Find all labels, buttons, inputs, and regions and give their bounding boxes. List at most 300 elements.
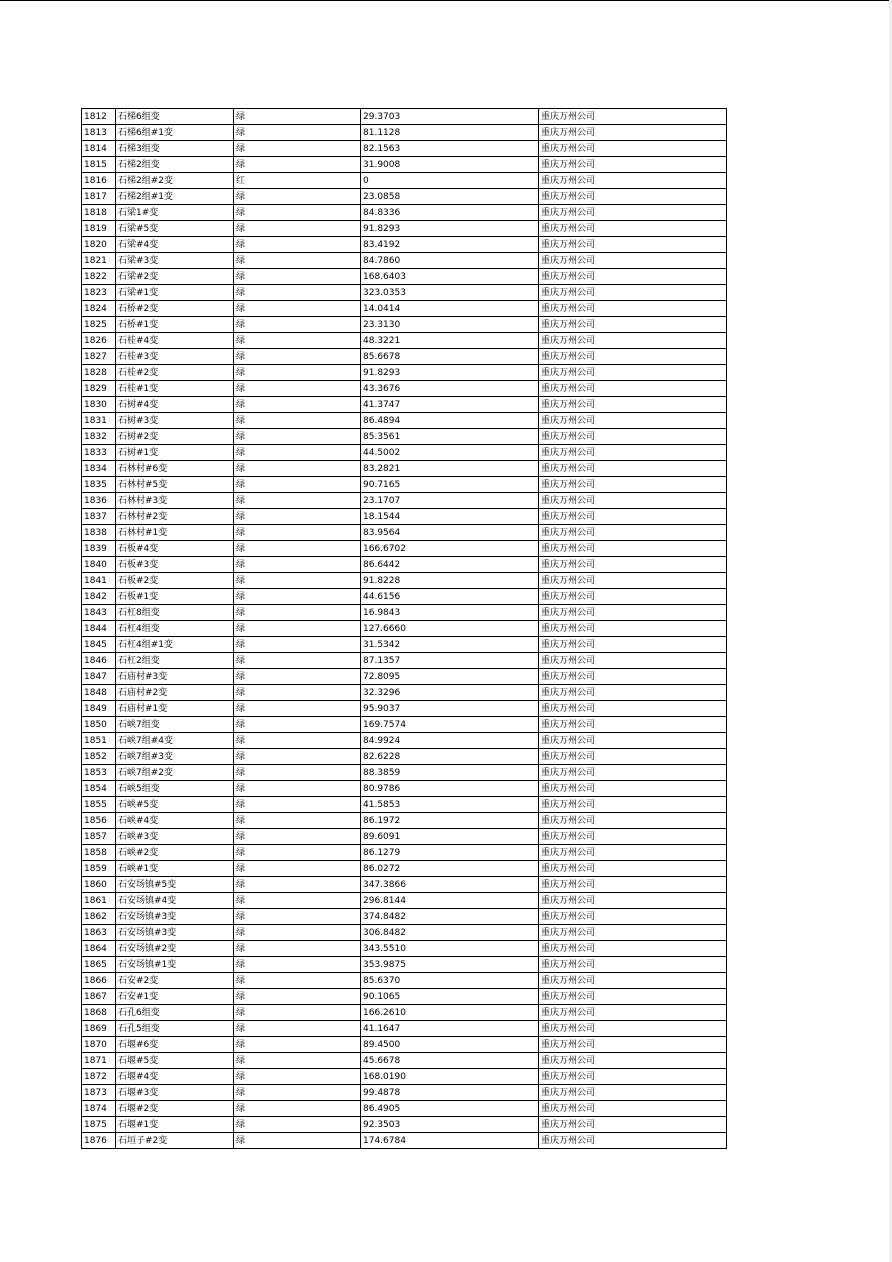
transformer-name-cell: 石庙村#1变 xyxy=(116,701,234,717)
table-row xyxy=(82,1085,727,1101)
company-cell: 重庆万州公司 xyxy=(539,109,727,125)
status-color-cell: 绿 xyxy=(234,205,361,221)
transformer-name-cell: 石峡#2变 xyxy=(116,845,234,861)
table-row xyxy=(82,1021,727,1037)
row-number-cell: 1852 xyxy=(82,749,116,765)
value-cell: 166.2610 xyxy=(361,1005,539,1021)
table-row xyxy=(82,509,727,525)
transformer-name-cell: 石杠4组变 xyxy=(116,621,234,637)
value-cell: 168.0190 xyxy=(361,1069,539,1085)
status-color-cell: 绿 xyxy=(234,1101,361,1117)
value-cell: 84.7860 xyxy=(361,253,539,269)
table-row xyxy=(82,493,727,509)
row-number-cell: 1820 xyxy=(82,237,116,253)
value-cell: 23.3130 xyxy=(361,317,539,333)
transformer-name-cell: 石梯2组变 xyxy=(116,157,234,173)
transformer-name-cell: 石板#1变 xyxy=(116,589,234,605)
status-color-cell: 绿 xyxy=(234,973,361,989)
transformer-status-table xyxy=(81,108,727,1149)
row-number-cell: 1858 xyxy=(82,845,116,861)
company-cell: 重庆万州公司 xyxy=(539,1005,727,1021)
table-row xyxy=(82,749,727,765)
company-cell: 重庆万州公司 xyxy=(539,925,727,941)
transformer-name-cell: 石峡7组#3变 xyxy=(116,749,234,765)
value-cell: 84.8336 xyxy=(361,205,539,221)
value-cell: 91.8293 xyxy=(361,221,539,237)
status-color-cell: 绿 xyxy=(234,509,361,525)
status-color-cell: 绿 xyxy=(234,269,361,285)
transformer-name-cell: 石梯2组#2变 xyxy=(116,173,234,189)
row-number-cell: 1825 xyxy=(82,317,116,333)
row-number-cell: 1823 xyxy=(82,285,116,301)
row-number-cell: 1828 xyxy=(82,365,116,381)
company-cell: 重庆万州公司 xyxy=(539,285,727,301)
company-cell: 重庆万州公司 xyxy=(539,701,727,717)
company-cell: 重庆万州公司 xyxy=(539,557,727,573)
status-color-cell: 绿 xyxy=(234,477,361,493)
company-cell: 重庆万州公司 xyxy=(539,781,727,797)
transformer-name-cell: 石梁1#变 xyxy=(116,205,234,221)
status-color-cell: 绿 xyxy=(234,429,361,445)
status-color-cell: 绿 xyxy=(234,493,361,509)
transformer-name-cell: 石峡#1变 xyxy=(116,861,234,877)
transformer-name-cell: 石峡7组#4变 xyxy=(116,733,234,749)
value-cell: 41.5853 xyxy=(361,797,539,813)
table-row xyxy=(82,525,727,541)
transformer-name-cell: 石板#3变 xyxy=(116,557,234,573)
company-cell: 重庆万州公司 xyxy=(539,989,727,1005)
status-color-cell: 绿 xyxy=(234,109,361,125)
value-cell: 91.8228 xyxy=(361,573,539,589)
transformer-name-cell: 石梁#4变 xyxy=(116,237,234,253)
value-cell: 306.8482 xyxy=(361,925,539,941)
transformer-name-cell: 石桂#2变 xyxy=(116,365,234,381)
transformer-name-cell: 石峡7组变 xyxy=(116,717,234,733)
table-row xyxy=(82,765,727,781)
table-row xyxy=(82,285,727,301)
row-number-cell: 1844 xyxy=(82,621,116,637)
transformer-name-cell: 石堰#2变 xyxy=(116,1101,234,1117)
value-cell: 86.6442 xyxy=(361,557,539,573)
table-row xyxy=(82,909,727,925)
table-row xyxy=(82,605,727,621)
company-cell: 重庆万州公司 xyxy=(539,1069,727,1085)
value-cell: 85.6370 xyxy=(361,973,539,989)
row-number-cell: 1841 xyxy=(82,573,116,589)
table-row xyxy=(82,141,727,157)
status-color-cell: 绿 xyxy=(234,253,361,269)
transformer-name-cell: 石安#1变 xyxy=(116,989,234,1005)
table-row xyxy=(82,893,727,909)
status-color-cell: 绿 xyxy=(234,1005,361,1021)
transformer-name-cell: 石杠2组变 xyxy=(116,653,234,669)
row-number-cell: 1817 xyxy=(82,189,116,205)
status-color-cell: 绿 xyxy=(234,733,361,749)
value-cell: 169.7574 xyxy=(361,717,539,733)
transformer-name-cell: 石堰#6变 xyxy=(116,1037,234,1053)
row-number-cell: 1849 xyxy=(82,701,116,717)
status-color-cell: 绿 xyxy=(234,989,361,1005)
row-number-cell: 1814 xyxy=(82,141,116,157)
row-number-cell: 1813 xyxy=(82,125,116,141)
company-cell: 重庆万州公司 xyxy=(539,733,727,749)
table-row xyxy=(82,989,727,1005)
company-cell: 重庆万州公司 xyxy=(539,621,727,637)
company-cell: 重庆万州公司 xyxy=(539,333,727,349)
value-cell: 86.4905 xyxy=(361,1101,539,1117)
row-number-cell: 1874 xyxy=(82,1101,116,1117)
value-cell: 90.7165 xyxy=(361,477,539,493)
transformer-name-cell: 石孔6组变 xyxy=(116,1005,234,1021)
status-color-cell: 绿 xyxy=(234,1053,361,1069)
status-color-cell: 绿 xyxy=(234,573,361,589)
company-cell: 重庆万州公司 xyxy=(539,1021,727,1037)
value-cell: 168.6403 xyxy=(361,269,539,285)
status-color-cell: 绿 xyxy=(234,909,361,925)
value-cell: 0 xyxy=(361,173,539,189)
transformer-name-cell: 石板#4变 xyxy=(116,541,234,557)
table-row xyxy=(82,109,727,125)
value-cell: 353.9875 xyxy=(361,957,539,973)
status-color-cell: 绿 xyxy=(234,237,361,253)
transformer-name-cell: 石杠8组变 xyxy=(116,605,234,621)
value-cell: 72.8095 xyxy=(361,669,539,685)
transformer-name-cell: 石堰#1变 xyxy=(116,1117,234,1133)
row-number-cell: 1860 xyxy=(82,877,116,893)
table-row xyxy=(82,1053,727,1069)
table-row xyxy=(82,445,727,461)
company-cell: 重庆万州公司 xyxy=(539,589,727,605)
status-color-cell: 绿 xyxy=(234,317,361,333)
status-color-cell: 绿 xyxy=(234,557,361,573)
transformer-name-cell: 石梁#2变 xyxy=(116,269,234,285)
table-row xyxy=(82,733,727,749)
table-row xyxy=(82,829,727,845)
transformer-name-cell: 石林村#5变 xyxy=(116,477,234,493)
transformer-name-cell: 石桂#1变 xyxy=(116,381,234,397)
status-color-cell: 绿 xyxy=(234,1133,361,1149)
status-color-cell: 绿 xyxy=(234,541,361,557)
row-number-cell: 1873 xyxy=(82,1085,116,1101)
table-row xyxy=(82,333,727,349)
transformer-name-cell: 石垣子#2变 xyxy=(116,1133,234,1149)
transformer-name-cell: 石峡5组变 xyxy=(116,781,234,797)
value-cell: 127.6660 xyxy=(361,621,539,637)
company-cell: 重庆万州公司 xyxy=(539,157,727,173)
value-cell: 86.1279 xyxy=(361,845,539,861)
table-row xyxy=(82,797,727,813)
value-cell: 83.9564 xyxy=(361,525,539,541)
row-number-cell: 1842 xyxy=(82,589,116,605)
company-cell: 重庆万州公司 xyxy=(539,877,727,893)
table-row xyxy=(82,685,727,701)
table-row xyxy=(82,1037,727,1053)
status-color-cell: 绿 xyxy=(234,669,361,685)
value-cell: 18.1544 xyxy=(361,509,539,525)
table-row xyxy=(82,557,727,573)
transformer-name-cell: 石梁#1变 xyxy=(116,285,234,301)
company-cell: 重庆万州公司 xyxy=(539,205,727,221)
value-cell: 95.9037 xyxy=(361,701,539,717)
company-cell: 重庆万州公司 xyxy=(539,1085,727,1101)
table-row xyxy=(82,621,727,637)
table-row xyxy=(82,669,727,685)
company-cell: 重庆万州公司 xyxy=(539,957,727,973)
company-cell: 重庆万州公司 xyxy=(539,349,727,365)
row-number-cell: 1816 xyxy=(82,173,116,189)
row-number-cell: 1831 xyxy=(82,413,116,429)
row-number-cell: 1875 xyxy=(82,1117,116,1133)
value-cell: 83.4192 xyxy=(361,237,539,253)
value-cell: 86.1972 xyxy=(361,813,539,829)
table-row xyxy=(82,589,727,605)
status-color-cell: 绿 xyxy=(234,461,361,477)
value-cell: 44.6156 xyxy=(361,589,539,605)
transformer-name-cell: 石桥#2变 xyxy=(116,301,234,317)
status-color-cell: 绿 xyxy=(234,717,361,733)
row-number-cell: 1848 xyxy=(82,685,116,701)
row-number-cell: 1869 xyxy=(82,1021,116,1037)
value-cell: 92.3503 xyxy=(361,1117,539,1133)
status-color-cell: 绿 xyxy=(234,365,361,381)
table-row xyxy=(82,237,727,253)
value-cell: 89.6091 xyxy=(361,829,539,845)
company-cell: 重庆万州公司 xyxy=(539,317,727,333)
value-cell: 41.3747 xyxy=(361,397,539,413)
company-cell: 重庆万州公司 xyxy=(539,653,727,669)
table-row xyxy=(82,1069,727,1085)
transformer-name-cell: 石树#4变 xyxy=(116,397,234,413)
transformer-name-cell: 石安场镇#4变 xyxy=(116,893,234,909)
table-row xyxy=(82,1101,727,1117)
value-cell: 343.5510 xyxy=(361,941,539,957)
company-cell: 重庆万州公司 xyxy=(539,445,727,461)
transformer-name-cell: 石桂#4变 xyxy=(116,333,234,349)
transformer-name-cell: 石林村#2变 xyxy=(116,509,234,525)
row-number-cell: 1815 xyxy=(82,157,116,173)
value-cell: 85.3561 xyxy=(361,429,539,445)
transformer-name-cell: 石林村#3变 xyxy=(116,493,234,509)
table-row xyxy=(82,157,727,173)
status-color-cell: 绿 xyxy=(234,189,361,205)
table-row xyxy=(82,701,727,717)
status-color-cell: 绿 xyxy=(234,141,361,157)
value-cell: 44.5002 xyxy=(361,445,539,461)
table-row xyxy=(82,877,727,893)
company-cell: 重庆万州公司 xyxy=(539,685,727,701)
company-cell: 重庆万州公司 xyxy=(539,909,727,925)
value-cell: 91.8293 xyxy=(361,365,539,381)
status-color-cell: 绿 xyxy=(234,653,361,669)
table-body xyxy=(82,109,727,1149)
value-cell: 23.0858 xyxy=(361,189,539,205)
table-row xyxy=(82,189,727,205)
transformer-name-cell: 石堰#5变 xyxy=(116,1053,234,1069)
status-color-cell: 绿 xyxy=(234,349,361,365)
status-color-cell: 绿 xyxy=(234,893,361,909)
company-cell: 重庆万州公司 xyxy=(539,509,727,525)
company-cell: 重庆万州公司 xyxy=(539,493,727,509)
status-color-cell: 绿 xyxy=(234,445,361,461)
company-cell: 重庆万州公司 xyxy=(539,829,727,845)
table-row xyxy=(82,957,727,973)
value-cell: 31.5342 xyxy=(361,637,539,653)
row-number-cell: 1851 xyxy=(82,733,116,749)
status-color-cell: 绿 xyxy=(234,381,361,397)
value-cell: 89.4500 xyxy=(361,1037,539,1053)
company-cell: 重庆万州公司 xyxy=(539,845,727,861)
value-cell: 16.9843 xyxy=(361,605,539,621)
value-cell: 88.3859 xyxy=(361,765,539,781)
value-cell: 296.8144 xyxy=(361,893,539,909)
table-row xyxy=(82,973,727,989)
company-cell: 重庆万州公司 xyxy=(539,1037,727,1053)
transformer-name-cell: 石桥#1变 xyxy=(116,317,234,333)
table-row xyxy=(82,637,727,653)
status-color-cell: 绿 xyxy=(234,701,361,717)
row-number-cell: 1867 xyxy=(82,989,116,1005)
status-color-cell: 绿 xyxy=(234,1117,361,1133)
transformer-name-cell: 石梁#3变 xyxy=(116,253,234,269)
status-color-cell: 绿 xyxy=(234,1069,361,1085)
row-number-cell: 1835 xyxy=(82,477,116,493)
value-cell: 31.9008 xyxy=(361,157,539,173)
status-color-cell: 绿 xyxy=(234,813,361,829)
row-number-cell: 1824 xyxy=(82,301,116,317)
value-cell: 84.9924 xyxy=(361,733,539,749)
value-cell: 82.6228 xyxy=(361,749,539,765)
table-row xyxy=(82,1005,727,1021)
table-row xyxy=(82,317,727,333)
row-number-cell: 1818 xyxy=(82,205,116,221)
transformer-name-cell: 石安场镇#2变 xyxy=(116,941,234,957)
row-number-cell: 1870 xyxy=(82,1037,116,1053)
value-cell: 43.3676 xyxy=(361,381,539,397)
status-color-cell: 绿 xyxy=(234,157,361,173)
company-cell: 重庆万州公司 xyxy=(539,749,727,765)
table-row xyxy=(82,781,727,797)
table-row xyxy=(82,221,727,237)
value-cell: 90.1065 xyxy=(361,989,539,1005)
table-row xyxy=(82,253,727,269)
row-number-cell: 1850 xyxy=(82,717,116,733)
status-color-cell: 绿 xyxy=(234,781,361,797)
status-color-cell: 绿 xyxy=(234,333,361,349)
row-number-cell: 1821 xyxy=(82,253,116,269)
table-row xyxy=(82,173,727,189)
company-cell: 重庆万州公司 xyxy=(539,413,727,429)
transformer-name-cell: 石梯2组#1变 xyxy=(116,189,234,205)
transformer-name-cell: 石安场镇#1变 xyxy=(116,957,234,973)
table-row xyxy=(82,205,727,221)
table-row xyxy=(82,541,727,557)
value-cell: 41.1647 xyxy=(361,1021,539,1037)
status-color-cell: 绿 xyxy=(234,605,361,621)
table-row xyxy=(82,717,727,733)
transformer-name-cell: 石庙村#2变 xyxy=(116,685,234,701)
transformer-name-cell: 石梯3组变 xyxy=(116,141,234,157)
value-cell: 48.3221 xyxy=(361,333,539,349)
transformer-name-cell: 石树#2变 xyxy=(116,429,234,445)
page-top-border xyxy=(0,0,892,1)
value-cell: 80.9786 xyxy=(361,781,539,797)
transformer-name-cell: 石安场镇#3变 xyxy=(116,909,234,925)
company-cell: 重庆万州公司 xyxy=(539,813,727,829)
status-color-cell: 绿 xyxy=(234,637,361,653)
row-number-cell: 1826 xyxy=(82,333,116,349)
table-row xyxy=(82,381,727,397)
value-cell: 45.6678 xyxy=(361,1053,539,1069)
value-cell: 86.0272 xyxy=(361,861,539,877)
transformer-name-cell: 石树#1变 xyxy=(116,445,234,461)
transformer-name-cell: 石峡#4变 xyxy=(116,813,234,829)
table-row xyxy=(82,301,727,317)
row-number-cell: 1845 xyxy=(82,637,116,653)
status-color-cell: 绿 xyxy=(234,1021,361,1037)
row-number-cell: 1822 xyxy=(82,269,116,285)
value-cell: 83.2821 xyxy=(361,461,539,477)
table-row xyxy=(82,477,727,493)
value-cell: 86.4894 xyxy=(361,413,539,429)
company-cell: 重庆万州公司 xyxy=(539,301,727,317)
status-color-cell: 绿 xyxy=(234,301,361,317)
table-row xyxy=(82,429,727,445)
status-color-cell: 绿 xyxy=(234,797,361,813)
transformer-name-cell: 石梯6组#1变 xyxy=(116,125,234,141)
transformer-name-cell: 石梁#5变 xyxy=(116,221,234,237)
company-cell: 重庆万州公司 xyxy=(539,637,727,653)
company-cell: 重庆万州公司 xyxy=(539,605,727,621)
value-cell: 323.0353 xyxy=(361,285,539,301)
company-cell: 重庆万州公司 xyxy=(539,381,727,397)
transformer-name-cell: 石孔5组变 xyxy=(116,1021,234,1037)
transformer-name-cell: 石堰#4变 xyxy=(116,1069,234,1085)
status-color-cell: 绿 xyxy=(234,845,361,861)
company-cell: 重庆万州公司 xyxy=(539,397,727,413)
company-cell: 重庆万州公司 xyxy=(539,221,727,237)
row-number-cell: 1863 xyxy=(82,925,116,941)
company-cell: 重庆万州公司 xyxy=(539,237,727,253)
company-cell: 重庆万州公司 xyxy=(539,541,727,557)
status-color-cell: 绿 xyxy=(234,749,361,765)
table-row xyxy=(82,125,727,141)
status-color-cell: 绿 xyxy=(234,957,361,973)
company-cell: 重庆万州公司 xyxy=(539,173,727,189)
value-cell: 85.6678 xyxy=(361,349,539,365)
row-number-cell: 1846 xyxy=(82,653,116,669)
company-cell: 重庆万州公司 xyxy=(539,717,727,733)
company-cell: 重庆万州公司 xyxy=(539,1133,727,1149)
status-color-cell: 绿 xyxy=(234,1037,361,1053)
table-row xyxy=(82,269,727,285)
table-row xyxy=(82,845,727,861)
status-color-cell: 绿 xyxy=(234,925,361,941)
status-color-cell: 绿 xyxy=(234,765,361,781)
table-row xyxy=(82,941,727,957)
table-row xyxy=(82,653,727,669)
transformer-name-cell: 石杠4组#1变 xyxy=(116,637,234,653)
row-number-cell: 1827 xyxy=(82,349,116,365)
status-color-cell: 绿 xyxy=(234,829,361,845)
row-number-cell: 1819 xyxy=(82,221,116,237)
transformer-name-cell: 石板#2变 xyxy=(116,573,234,589)
table-row xyxy=(82,861,727,877)
table-row xyxy=(82,397,727,413)
value-cell: 99.4878 xyxy=(361,1085,539,1101)
status-color-cell: 绿 xyxy=(234,877,361,893)
row-number-cell: 1856 xyxy=(82,813,116,829)
row-number-cell: 1829 xyxy=(82,381,116,397)
